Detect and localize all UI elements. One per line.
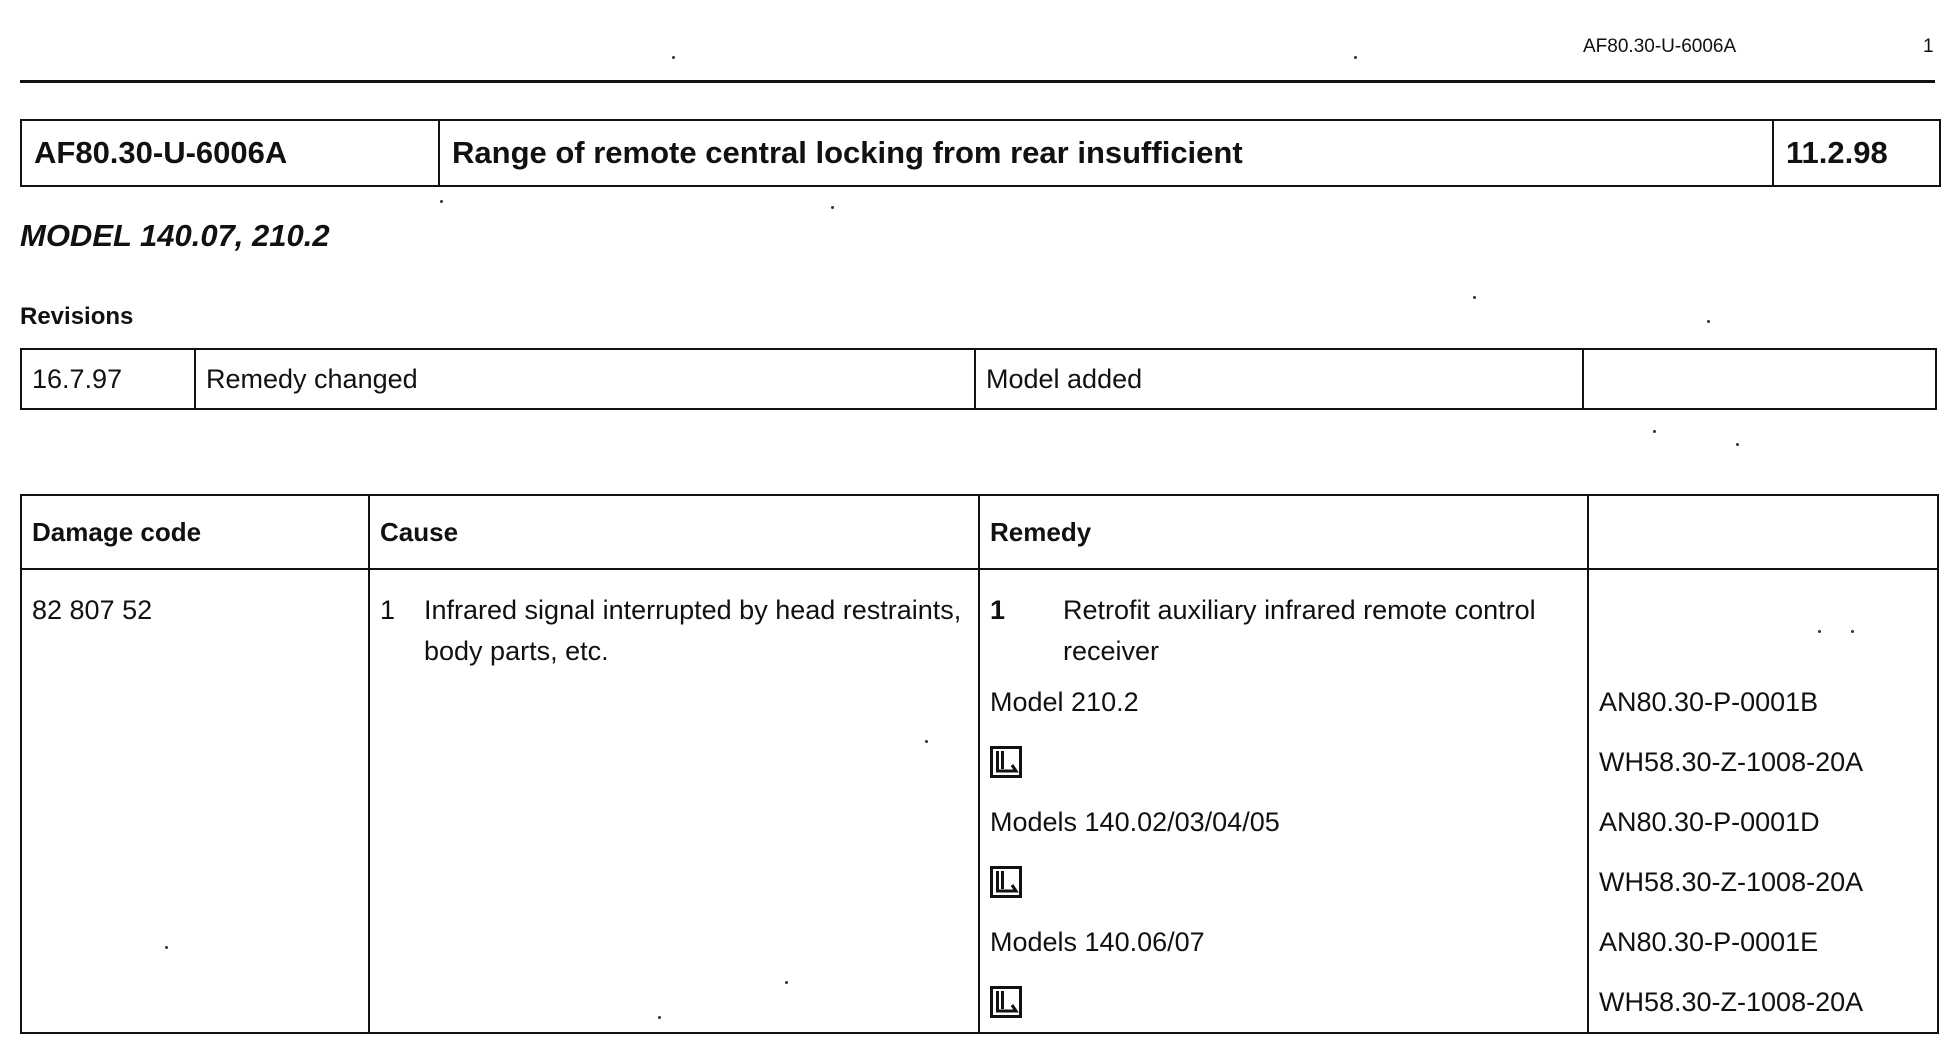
scan-speck [1653, 430, 1656, 433]
remedy-text: Retrofit auxiliary infrared remote control receiver [1063, 595, 1536, 666]
title-table [20, 119, 1941, 187]
revisions-table [20, 348, 1937, 410]
document-date: 11.2.98 [1773, 120, 1940, 186]
scan-speck [925, 740, 928, 743]
revision-change-model: Model added [975, 349, 1583, 409]
workshop-manual-icon [990, 866, 1022, 898]
scan-speck [165, 946, 168, 949]
remedy-icon-row [990, 972, 1577, 1032]
scan-speck [831, 206, 834, 209]
scan-speck [440, 200, 443, 203]
document-title: Range of remote central locking from rear insufficient [439, 120, 1773, 186]
revision-date: 16.7.97 [21, 349, 195, 409]
damage-table-header [21, 495, 1938, 569]
cause-number: 1 [380, 595, 396, 625]
running-header-page-number: 1 [1923, 36, 1934, 57]
reference-link: AN80.30-P-0001E [1599, 926, 1819, 957]
scan-speck [1818, 630, 1821, 633]
reference-link: WH58.30-Z-1008-20A [1599, 866, 1864, 897]
remedy-icon-row [990, 732, 1577, 792]
reference-link: AN80.30-P-0001D [1599, 806, 1820, 837]
scan-speck [658, 1016, 661, 1019]
header-damage-code: Damage code [21, 495, 369, 569]
workshop-manual-icon [990, 746, 1022, 778]
header-remedy: Remedy [979, 495, 1588, 569]
reference-link: WH58.30-Z-1008-20A [1599, 746, 1864, 777]
scan-speck [672, 56, 675, 59]
remedy-model-row: Model 210.2 [990, 686, 1139, 717]
remedy-model-row: Models 140.02/03/04/05 [990, 806, 1280, 837]
reference-link: WH58.30-Z-1008-20A [1599, 986, 1864, 1017]
running-header-doc-id: AF80.30-U-6006A [1583, 36, 1737, 57]
remedy-icon-row [990, 852, 1577, 912]
damage-table [20, 494, 1939, 1034]
revision-change-remedy: Remedy changed [195, 349, 975, 409]
damage-code-value: 82 807 52 [32, 595, 153, 625]
reference-link: AN80.30-P-0001B [1599, 686, 1819, 717]
scan-speck [1736, 443, 1739, 446]
scan-speck [1707, 320, 1710, 323]
scan-speck [785, 981, 788, 984]
cause-text: Infrared signal interrupted by head restraints, body parts, etc. [424, 595, 962, 666]
revisions-heading: Revisions [20, 303, 134, 330]
revision-empty-cell [1583, 349, 1936, 409]
workshop-manual-icon [990, 986, 1022, 1018]
damage-table-row [21, 569, 1938, 1033]
header-cause: Cause [369, 495, 979, 569]
title-doc-id: AF80.30-U-6006A [21, 120, 439, 186]
cause-cell [369, 569, 979, 1033]
reference-cell [1588, 569, 1938, 1033]
header-rule [20, 80, 1935, 83]
scan-speck [1851, 630, 1854, 633]
remedy-number: 1 [990, 595, 1006, 625]
header-reference [1588, 495, 1938, 569]
model-line: MODEL 140.07, 210.2 [20, 218, 330, 253]
remedy-cell [979, 569, 1588, 1033]
damage-code-cell [21, 569, 369, 1033]
scan-speck [1354, 56, 1357, 59]
remedy-model-row: Models 140.06/07 [990, 926, 1205, 957]
scan-speck [1473, 296, 1476, 299]
